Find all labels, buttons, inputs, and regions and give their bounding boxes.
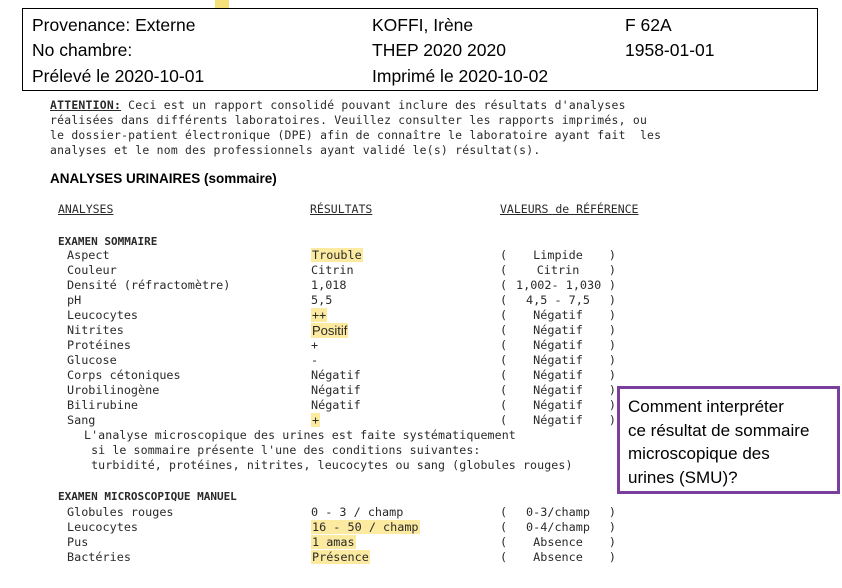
result-value: 0 - 3 / champ — [311, 505, 404, 519]
result-value: + — [311, 338, 319, 352]
analyte-name: Aspect — [67, 248, 110, 262]
analyte-name: Pus — [67, 535, 89, 549]
analyte-name: Globules rouges — [67, 505, 174, 519]
analyte-name: Glucose — [67, 353, 117, 367]
room-number: No chambre: — [32, 40, 133, 60]
patient-name: KOFFI, Irène — [372, 15, 474, 35]
analyte-name: Couleur — [67, 263, 117, 277]
reference-value: Négatif — [533, 398, 583, 412]
reference-value: Négatif — [533, 323, 583, 337]
analyte-name: Bactéries — [67, 550, 131, 564]
table-row: Nitrites Positif ( Négatif ) — [67, 323, 616, 338]
result-value: 1 amas — [312, 535, 355, 549]
reference-value: 4,5 - 7,5 — [526, 293, 590, 307]
table-row: Protéines + ( Négatif ) — [67, 338, 616, 352]
question-callout: Comment interpréter ce résultat de sommaire microscopique des urines (SMU)? — [617, 386, 840, 494]
attention-notice — [50, 98, 661, 158]
reference-value: 0-3/champ — [526, 505, 590, 519]
birth-date: 1958-01-01 — [625, 40, 715, 60]
analyte-name: Bilirubine — [67, 398, 139, 412]
result-value: 1,018 — [311, 278, 347, 292]
table-row: Bilirubine Négatif ( Négatif ) — [67, 398, 616, 412]
highlight-mark — [215, 0, 229, 8]
table-row: Bactéries Présence ( Absence ) — [67, 550, 616, 564]
table-row: Leucocytes ++ ( Négatif ) — [67, 308, 616, 322]
attention-label: ATTENTION: — [50, 98, 122, 112]
result-value: Trouble — [312, 248, 362, 262]
table-row: Glucose - ( Négatif ) — [67, 353, 616, 367]
reference-value: Absence — [533, 550, 583, 564]
section-heading-microscopique: EXAMEN MICROSCOPIQUE MANUEL — [58, 490, 237, 503]
reference-value: Limpide — [533, 248, 583, 262]
table-row: Globules rouges 0 - 3 / champ ( 0-3/champ ) — [67, 505, 616, 519]
analyte-name: Nitrites — [67, 323, 124, 337]
table-row: pH 5,5 ( 4,5 - 7,5 ) — [67, 293, 616, 307]
table-row: Couleur Citrin ( Citrin ) — [67, 263, 616, 277]
attention-text: Ceci est un rapport consolidé pouvant inclure des résultats d'analyses réalisées dans différents laboratoires. Veuillez consulter les rapports imprimés, ou le dossier-patient électronique (DPE) afin de connaître le laboratoire ayant fait les analyses et le nom des professionnels ayant validé le(s) résultat(s). — [50, 98, 662, 157]
result-value: 5,5 — [311, 293, 333, 307]
table-row: Pus 1 amas ( Absence ) — [67, 535, 616, 549]
column-header-reference: VALEURS de RÉFÉRENCE — [500, 202, 639, 216]
result-value: 16 - 50 / champ — [312, 520, 419, 534]
column-header-results: RÉSULTATS — [310, 202, 373, 216]
table-row: Sang + ( Négatif ) — [67, 413, 616, 427]
result-value: Citrin — [311, 263, 354, 277]
test-id: THEP 2020 2020 — [372, 40, 506, 60]
printed-date: Imprimé le 2020-10-02 — [372, 66, 549, 86]
report-title: ANALYSES URINAIRES (sommaire) — [50, 171, 277, 186]
reference-value: 1,002- 1,030 — [516, 278, 602, 292]
analyte-name: Densité (réfractomètre) — [67, 278, 231, 292]
reference-value: Négatif — [533, 353, 583, 367]
reference-value: Négatif — [533, 308, 583, 322]
analyte-name: pH — [67, 293, 82, 307]
reference-value: Négatif — [533, 368, 583, 382]
table-row: Densité (réfractomètre) 1,018 ( 1,002- 1,030 ) — [67, 278, 616, 292]
result-value: Négatif — [311, 368, 361, 382]
result-value: Présence — [312, 550, 369, 564]
analyte-name: Corps cétoniques — [67, 368, 181, 382]
result-value: Négatif — [311, 383, 361, 397]
reference-value: Absence — [533, 535, 583, 549]
reference-value: Négatif — [533, 338, 583, 352]
column-header-analyses: ANALYSES — [58, 202, 114, 216]
sex-age: F 62A — [625, 15, 672, 35]
section-heading-sommaire: EXAMEN SOMMAIRE — [58, 235, 158, 248]
analyte-name: Leucocytes — [67, 308, 139, 322]
result-value: Négatif — [311, 398, 361, 412]
reference-value: Citrin — [536, 263, 580, 277]
microscopy-note: L'analyse microscopique des urines est faite systématiquement si le sommaire présente l'une des conditions suivantes: turbidité, protéines, nitrites, leucocytes ou sang (globules rouges) — [84, 428, 573, 472]
reference-value: Négatif — [533, 383, 583, 397]
result-value: Positif — [312, 323, 348, 338]
result-value: ++ — [312, 308, 327, 322]
reference-value: 0-4/champ — [526, 520, 590, 534]
analyte-name: Urobilinogène — [67, 383, 160, 397]
table-row: Leucocytes 16 - 50 / champ ( 0-4/champ ) — [67, 520, 616, 534]
analyte-name: Sang — [67, 413, 96, 427]
provenance: Provenance: Externe — [32, 15, 196, 35]
table-row: Aspect Trouble ( Limpide ) — [67, 248, 616, 262]
collected-date: Prélevé le 2020-10-01 — [32, 66, 205, 86]
analyte-name: Leucocytes — [67, 520, 139, 534]
table-row: Corps cétoniques Négatif ( Négatif ) — [67, 368, 616, 382]
result-value: + — [312, 413, 320, 427]
table-row: Urobilinogène Négatif ( Négatif ) — [67, 383, 616, 397]
result-value: - — [311, 353, 319, 367]
reference-value: Négatif — [533, 413, 583, 427]
patient-header — [22, 8, 818, 91]
analyte-name: Protéines — [67, 338, 131, 352]
